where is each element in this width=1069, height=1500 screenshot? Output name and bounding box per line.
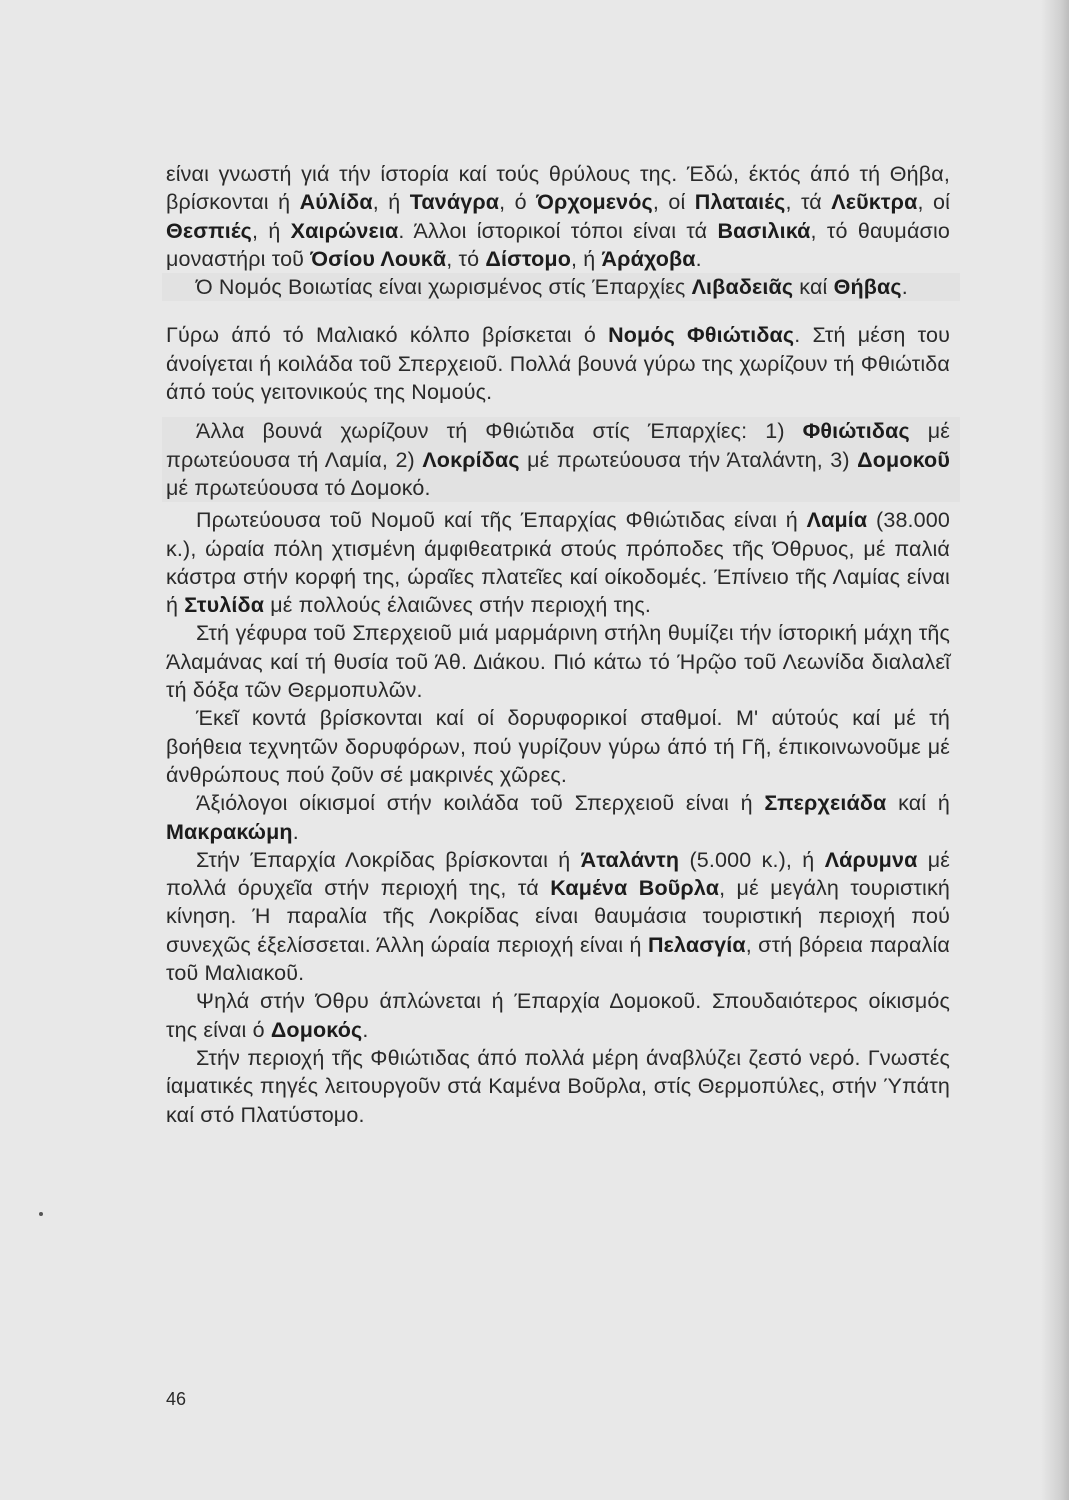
body-text xyxy=(166,160,950,1129)
bold-term: Χαιρώνεια xyxy=(290,218,399,243)
text-run: καί xyxy=(793,275,834,300)
bold-term: Δομοκοῦ xyxy=(857,447,950,472)
paragraph-p6 xyxy=(166,619,950,704)
text-run: Στή γέφυρα τοῦ Σπερχειοῦ μιά μαρμάρινη στήλη θυμίζει τήν ίστορική μάχη τῆς Άλαμάνας καί τή θυσία τοῦ Άθ. Διάκου. Πιό κάτω τό Ήρῷο τοῦ Λεωνίδα διαλαλεῖ τή δόξα τῶν Θερμοπυλῶν. xyxy=(166,621,950,703)
text-run: . xyxy=(695,246,702,271)
text-run: , ή xyxy=(372,190,410,215)
text-run: μέ πολλά όρυχεῖα στήν περιοχή της, τά xyxy=(166,847,950,901)
print-speck xyxy=(39,1212,43,1216)
text-run: Πρωτεύουσα τοῦ Νομοῦ καί τῆς Έπαρχίας Φθιώτιδας είναι ή xyxy=(196,508,807,533)
paragraph-p7 xyxy=(166,704,950,789)
bold-term: Καμένα Βοῦρλα xyxy=(550,876,720,901)
bold-term: Μακρακώμη xyxy=(166,819,293,844)
bold-term: Δίστομο xyxy=(485,246,572,271)
text-run: (38.000 κ.), ώραία πόλη χτισμένη άμφιθεατρικά στούς πρόποδες τῆς Όθρυος, μέ παλιά κάστρα στήν κορφή της, ώραῖες πλατεῖες καί οίκοδομές. Έπίνειο τῆς Λαμίας είναι ή xyxy=(166,508,950,618)
bold-term: Νομός Φθιώτιδας xyxy=(608,323,795,348)
text-run: Έκεῖ κοντά βρίσκονται καί οί δορυφορικοί σταθμοί. Μ' αύτούς καί μέ τή βοήθεια τεχνητῶν δορυφόρων, πού γυρίζουν γύρω άπό τή Γῆ, έπικοινωνοῦμε μέ άνθρώπους πού ζοῦν σέ μακρινές χῶρες. xyxy=(166,706,950,787)
text-run: , στή βόρεια παραλία τοῦ Μαλιακοῦ. xyxy=(166,932,950,986)
text-run: . xyxy=(292,819,299,844)
text-run: , ό xyxy=(499,190,537,215)
paragraph-p5 xyxy=(166,506,950,619)
text-run: , οί xyxy=(652,190,695,215)
bold-term: Θεσπιές xyxy=(166,218,253,243)
paragraph-gap xyxy=(166,406,950,417)
text-run: , μέ μεγάλη τουριστική κίνηση. Ή παραλία τῆς Λοκρίδας είναι θαυμάσια τουριστική περιοχή πού συνεχῶς έξελίσσεται. Άλλη ώραία περιοχή είναι ή xyxy=(166,876,950,957)
text-run: . Στή μέση του άνοίγεται ή κοιλάδα τοῦ Σπερχειοῦ. Πολλά βουνά γύρω της χωρίζουν τή Φθιώτιδα άπό τούς γειτονικούς της Νομούς. xyxy=(166,323,950,405)
bold-term: Πλαταιές xyxy=(694,190,786,215)
paragraph-p10 xyxy=(166,987,950,1044)
text-run: , τό xyxy=(446,246,486,271)
text-run: . Άλλοι ίστορικοί τόποι είναι τά xyxy=(398,218,718,243)
text-run: . xyxy=(901,275,908,300)
bold-term: Σπερχειάδα xyxy=(764,791,887,816)
text-run: Άξιόλογοι οίκισμοί στήν κοιλάδα τοῦ Σπερχειοῦ είναι ή xyxy=(196,791,765,816)
text-run: (5.000 κ.), ή xyxy=(679,847,825,872)
text-run: καί ή xyxy=(886,791,950,816)
page-number: 46 xyxy=(166,1389,187,1409)
bold-term: Άταλάντη xyxy=(580,847,680,872)
bold-term: Λιβαδειᾶς xyxy=(691,275,794,300)
text-run: είναι γνωστή γιά τήν ίστορία καί τούς θρύλους της. Έδώ, έκτός άπό τή Θήβα, βρίσκονται ή xyxy=(166,162,950,215)
paragraph-p11 xyxy=(166,1044,950,1129)
text-run: , ή xyxy=(252,218,291,243)
paragraph-p2 xyxy=(162,273,960,301)
text-run: Στήν Έπαρχία Λοκρίδας βρίσκονται ή xyxy=(196,847,581,872)
text-run: μέ πρωτεύουσα τή Λαμία, 2) xyxy=(166,419,950,472)
bold-term: Δομοκός xyxy=(270,1017,363,1042)
bold-term: Όρχομενός xyxy=(536,190,653,215)
text-run: , ή xyxy=(571,246,602,271)
bold-term: Θήβας xyxy=(833,275,902,300)
paragraph-p9 xyxy=(166,846,950,987)
bold-term: Πελασγία xyxy=(647,932,746,957)
paragraph-p4 xyxy=(162,417,960,502)
text-run: μέ πολλούς έλαιῶνες στήν περιοχή της. xyxy=(264,593,651,618)
bold-term: Λεῦκτρα xyxy=(831,190,918,215)
paragraph-p8 xyxy=(166,789,950,846)
paragraph-p3 xyxy=(166,321,950,406)
text-run: Άλλα βουνά χωρίζουν τή Φθιώτιδα στίς Έπαρχίες: 1) xyxy=(196,419,803,444)
text-run: Ό Νομός Βοιωτίας είναι χωρισμένος στίς Έπαρχίες xyxy=(196,275,692,300)
text-run: Γύρω άπό τό Μαλιακό κόλπο βρίσκεται ό xyxy=(166,323,609,348)
text-run: μέ πρωτεύουσα τήν Άταλάντη, 3) xyxy=(519,447,858,472)
text-run: μέ πρωτεύουσα τό Δομοκό. xyxy=(166,475,431,500)
text-run: Στήν περιοχή τῆς Φθιώτιδας άπό πολλά μέρη άναβλύζει ζεστό νερό. Γνωστές ίαματικές πηγές λειτουργοῦν στά Καμένα Βοῦρλα, στίς Θερμοπύλες, στήν Ύπάτη καί στό Πλατύστομο. xyxy=(166,1045,950,1127)
bold-term: Φθιώτιδας xyxy=(802,419,910,444)
text-run: , τά xyxy=(785,190,832,215)
bold-term: Στυλίδα xyxy=(184,593,265,618)
page-edge-shadow xyxy=(1041,0,1069,1500)
text-run: . xyxy=(362,1017,369,1042)
paragraph-gap xyxy=(166,301,950,321)
text-run: , οί xyxy=(917,190,951,215)
bold-term: Λάρυμνα xyxy=(824,847,918,872)
bold-term: Βασιλικά xyxy=(717,218,811,243)
paragraph-p1 xyxy=(166,160,950,273)
bold-term: Όσίου Λουκᾶ xyxy=(310,246,447,271)
bold-term: Άράχοβα xyxy=(601,246,696,271)
text-run: Ψηλά στήν Όθρυ άπλώνεται ή Έπαρχία Δομοκοῦ. Σπουδαιότερος οίκισμός της είναι ό xyxy=(166,989,950,1042)
bold-term: Λοκρίδας xyxy=(422,447,520,472)
bold-term: Τανάγρα xyxy=(409,190,500,215)
bold-term: Αύλίδα xyxy=(299,190,373,215)
text-run: , τό θαυμάσιο μοναστήρι τοῦ xyxy=(166,218,950,271)
bold-term: Λαμία xyxy=(806,508,868,533)
